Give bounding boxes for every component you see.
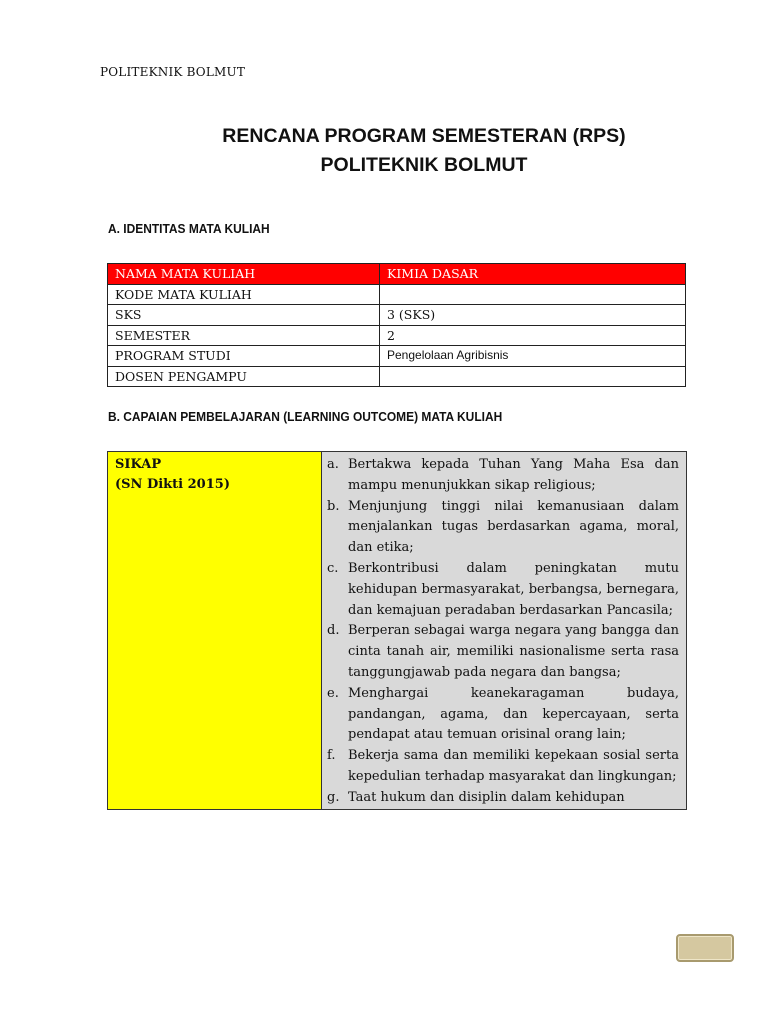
identity-value: 3 (SKS): [380, 305, 686, 326]
list-marker: b.: [327, 498, 340, 514]
identity-label: SKS: [108, 305, 380, 326]
list-item-text: Berperan sebagai warga negara yang bangga dan cinta tanah air, memiliki nasionalisme serta rasa tanggungjawab pada negara dan bangsa;: [348, 623, 679, 680]
table-row: [108, 284, 686, 305]
identity-label: DOSEN PENGAMPU: [108, 366, 380, 387]
table-row: [108, 305, 686, 326]
list-marker: c.: [327, 560, 339, 576]
identity-label: NAMA MATA KULIAH: [108, 264, 380, 285]
sikap-list-cell: [322, 452, 687, 810]
table-row: [108, 346, 686, 367]
identity-label: KODE MATA KULIAH: [108, 284, 380, 305]
sikap-category-source: (SN Dikti 2015): [115, 477, 230, 492]
table-row: [108, 366, 686, 387]
list-marker: f.: [327, 748, 336, 764]
identity-label: PROGRAM STUDI: [108, 346, 380, 367]
section-a-heading: A. IDENTITAS MATA KULIAH: [108, 221, 270, 236]
list-item: [327, 621, 679, 683]
document-title: [0, 122, 768, 180]
identity-value: Pengelolaan Agribisnis: [380, 346, 686, 367]
identity-table: [107, 263, 686, 387]
list-marker: g.: [327, 789, 340, 805]
list-item: [327, 497, 679, 559]
list-marker: e.: [327, 685, 339, 701]
list-item: [327, 559, 679, 621]
identity-label: SEMESTER: [108, 325, 380, 346]
list-item-text: Bekerja sama dan memiliki kepekaan sosial serta kepedulian terhadap masyarakat dan lingkungan;: [348, 748, 679, 784]
list-item: [327, 788, 679, 809]
identity-value: KIMIA DASAR: [380, 264, 686, 285]
list-marker: a.: [327, 457, 339, 472]
list-item-text: Menjunjung tinggi nilai kemanusiaan dalam menjalankan tugas berdasarkan agama, moral, dan etika;: [348, 498, 679, 556]
sikap-category-title: SIKAP: [115, 457, 162, 472]
list-item: [327, 746, 679, 788]
page-number-badge: [676, 934, 734, 962]
list-item-text: Bertakwa kepada Tuhan Yang Maha Esa dan mampu menunjukkan sikap religious;: [348, 457, 679, 493]
list-item: [327, 455, 679, 497]
document-title-line-2: POLITEKNIK BOLMUT: [320, 154, 528, 176]
header-org-name: POLITEKNIK BOLMUT: [100, 65, 246, 79]
sikap-list: [327, 455, 679, 809]
identity-value: 2: [380, 325, 686, 346]
list-item-text: Berkontribusi dalam peningkatan mutu kehidupan bermasyarakat, berbangsa, bernegara, dan kemajuan peradaban berdasarkan Pancasila;: [348, 560, 679, 618]
table-row: [108, 325, 686, 346]
list-item: [327, 684, 679, 746]
table-row: [108, 452, 687, 810]
identity-value: [380, 366, 686, 387]
sikap-category-cell: [108, 452, 322, 810]
table-row: [108, 264, 686, 285]
section-b-heading: B. CAPAIAN PEMBELAJARAN (LEARNING OUTCOME) MATA KULIAH: [108, 409, 503, 424]
identity-value: [380, 284, 686, 305]
list-item-text: Menghargai keanekaragaman budaya, pandangan, agama, dan kepercayaan, serta pendapat atau temuan orisinal orang lain;: [348, 685, 679, 743]
list-item-text: Taat hukum dan disiplin dalam kehidupan: [348, 789, 625, 805]
list-marker: d.: [327, 623, 340, 639]
learning-outcome-table: [107, 451, 687, 810]
document-title-line-1: RENCANA PROGRAM SEMESTERAN (RPS): [222, 125, 626, 147]
